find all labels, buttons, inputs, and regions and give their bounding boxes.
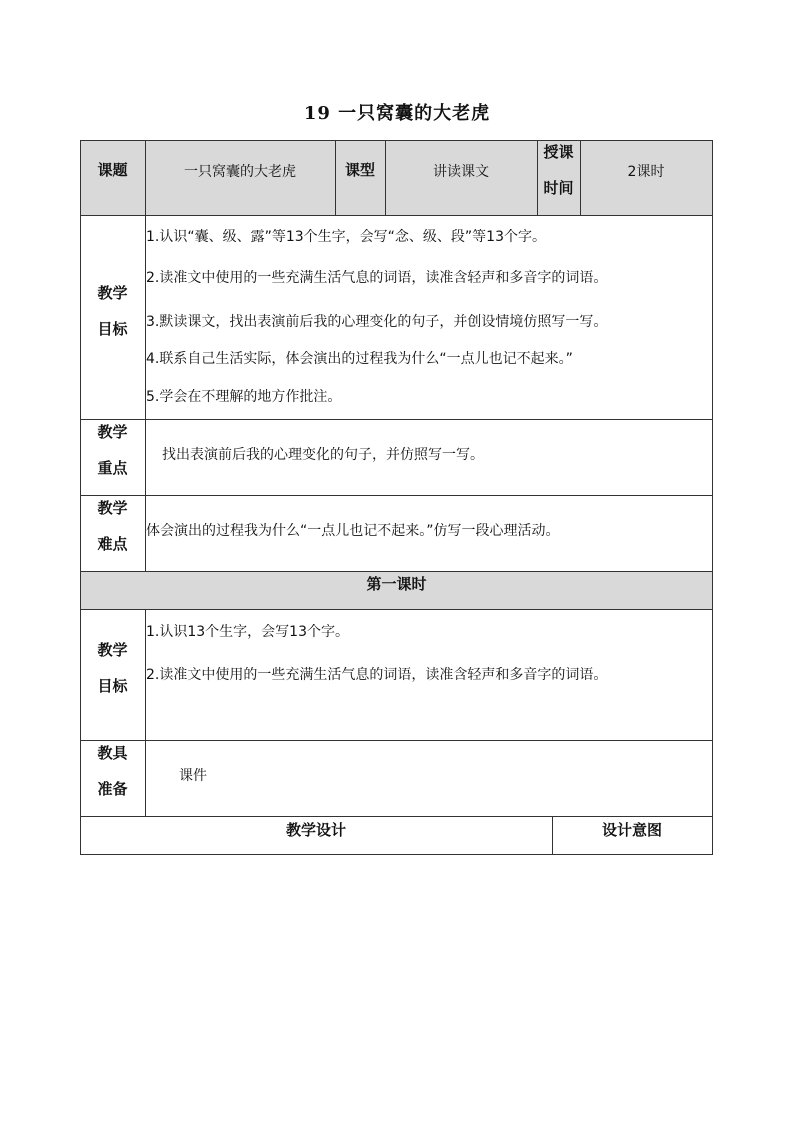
tools-label-line1: 教具 xyxy=(97,744,128,762)
lesson-goal-item: 1.认识13个生字，会写13个字。 xyxy=(146,624,349,640)
type-label: 课型 xyxy=(344,161,375,179)
goal-item: 5.学会在不理解的地方作批注。 xyxy=(146,389,342,405)
difficulties-label-line2: 难点 xyxy=(97,535,128,553)
key-points-label-line1: 教学 xyxy=(97,423,128,441)
topic-value: 一只窝囊的大老虎 xyxy=(184,164,296,180)
goals-label-line1: 教学 xyxy=(97,284,128,302)
tools-value: 课件 xyxy=(179,768,207,784)
lesson-goal-item: 2.读准文中使用的一些充满生活气息的词语，读准含轻声和多音字的词语。 xyxy=(146,667,608,683)
design-label: 教学设计 xyxy=(285,821,346,839)
lesson-one-heading: 第一课时 xyxy=(366,575,427,593)
time-label-line2: 时间 xyxy=(543,179,574,197)
goals-label-line2: 目标 xyxy=(97,320,128,338)
time-value: 2课时 xyxy=(627,164,665,180)
time-label-line1: 授课 xyxy=(543,143,574,161)
goal-item: 3.默读课文，找出表演前后我的心理变化的句子，并创设情境仿照写一写。 xyxy=(146,314,608,330)
goal-item: 4.联系自己生活实际，体会演出的过程我为什么“一点儿也记不起来。” xyxy=(146,351,573,367)
tools-label-line2: 准备 xyxy=(97,780,128,798)
difficulties-label-line1: 教学 xyxy=(97,499,128,517)
lesson-goals-label-line2: 目标 xyxy=(97,677,128,695)
key-points-label-line2: 重点 xyxy=(97,459,128,477)
goal-item: 2.读准文中使用的一些充满生活气息的词语，读准含轻声和多音字的词语。 xyxy=(146,270,608,286)
page-title: 19 一只窝囊的大老虎 xyxy=(303,103,491,124)
difficulties-text: 体会演出的过程我为什么“一点儿也记不起来。”仿写一段心理活动。 xyxy=(146,523,560,539)
intent-label: 设计意图 xyxy=(601,821,662,839)
goal-item: 1.认识“囊、级、露”等13个生字，会写“念、级、段”等13个字。 xyxy=(146,229,546,245)
lesson-goals-label-line1: 教学 xyxy=(97,641,128,659)
type-value: 讲读课文 xyxy=(433,164,489,180)
topic-label: 课题 xyxy=(97,161,128,179)
key-points-text: 找出表演前后我的心理变化的句子，并仿照写一写。 xyxy=(162,447,484,463)
